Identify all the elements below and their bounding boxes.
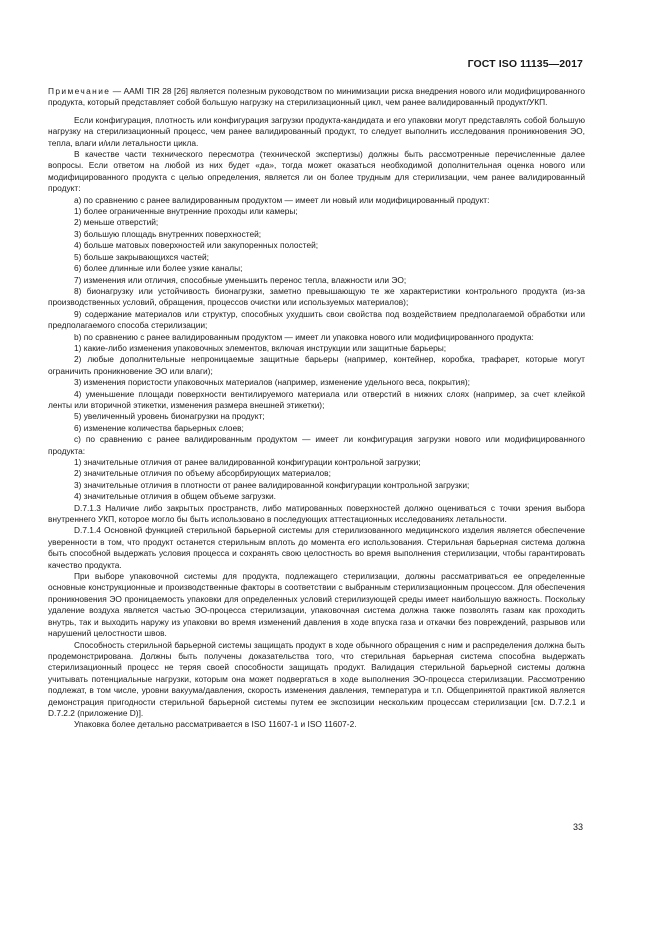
note-paragraph	[48, 86, 585, 109]
body-paragraph: В качестве части технического пересмотра (технической экспертизы) должны быть рассмотренные перечисленные далее вопросы. Если ответом на любой из них будет «да», тогда может оказаться необходимой дополнительная оценка нового или модифицированного продукта с целью определения, является ли он более трудным для стерилизации, чем ранее валидированный продукт:	[48, 149, 585, 194]
list-item: 1) более ограниченные внутренние проходы или камеры;	[74, 206, 298, 217]
list-item: a) по сравнению с ранее валидированным продуктом — имеет ли новый или модифицированный продукт:	[74, 194, 490, 205]
body-paragraph: Способность стерильной барьерной системы защищать продукт в ходе обычного обращения с ним и распределения должна быть продемонстрирована. Должны быть получены доказательства того, что стерильная барьерная система способна выдержать стерилизационный процесс не теряя своей способности защищать продукт. Валидация стерильной барьерной системы должна учитывать потенциальные нагрузки, которым она может подвергаться в ходе выполнения ЭО-процесса стерилизации. Рассмотрению подлежат, в том числе, уровни вакуума/давления, скорость изменения давления, температура и т.п. Общепринятой практикой является демонстрация пригодности стерильной барьерной системы путем ее экспозиции нескольким процессам стерилизации [см. D.7.2.1 и D.7.2.2 (приложение D)].	[48, 639, 585, 718]
list-item: c) по сравнению с ранее валидированным продуктом — имеет ли конфигурация загрузки нового или модифицированного продукта:	[48, 434, 585, 456]
list-item: 5) увеличенный уровень бионагрузки на продукт;	[74, 411, 265, 422]
list-item: 3) изменения пористости упаковочных материалов (например, изменение удельного веса, покрытия);	[74, 377, 470, 388]
list-item: 2) меньше отверстий;	[74, 217, 159, 228]
section-paragraph: D.7.1.3 Наличие либо закрытых пространств, либо матированных поверхностей должно оцениваться с точки зрения выбора внутреннего УКП, которое могло бы быть использовано в последующих аттестационных исследованиях летальности.	[48, 502, 585, 525]
list-item: 2) значительные отличия по объему абсорбирующих материалов;	[74, 468, 331, 479]
note-text: — AAMI TIR 28 [26] является полезным руководством по минимизации риска внедрения нового или модифицированного продукта, который представляет собой большую нагрузку на стерилизационный цикл, чем ранее валидированный продукт/УКП.	[48, 86, 585, 108]
list-item: 4) больше матовых поверхностей или закупоренных полостей;	[74, 240, 319, 251]
section-paragraph: D.7.1.4 Основной функцией стерильной барьерной системы для стерилизованного медицинского изделия является обеспечение уверенности в том, что продукт останется стерильным вплоть до момента его использования. Стерильная барьерная система должна быть способной выдержать условия процесса и сохранять свою целостность во время выполнения стерилизации, чтобы гарантировать качество продукта.	[48, 525, 585, 570]
list-item: 9) содержание материалов или структур, способных ухудшить свои свойства под воздействием предполагаемой обработки или предполагаемого способа стерилизации;	[48, 308, 585, 331]
list-item: 5) больше закрывающихся частей;	[74, 251, 209, 262]
list-item: 4) значительные отличия в общем объеме загрузки.	[74, 491, 276, 502]
list-item: 6) более длинные или более узкие каналы;	[74, 263, 243, 274]
list-item: 6) изменение количества барьерных слоев;	[74, 422, 244, 433]
list-item: 7) изменения или отличия, способные уменьшить перенос тепла, влажности или ЭО;	[74, 274, 407, 285]
page-number: 33	[572, 822, 583, 832]
list-item: 1) значительные отличия от ранее валидированной конфигурации контрольной загрузки;	[74, 457, 421, 467]
body-paragraph: При выборе упаковочной системы для продукта, подлежащего стерилизации, должны рассматриваться ее определенные основные конструкционные и производственные факторы в соответствии с выбранным стерилизационным процессом. Для обеспечения проникновения ЭО проницаемость упаковки для определенных условий стерилизующей среды имеет наибольшую важность. Поскольку удаление воздуха является частью ЭО-процесса стерилизации, упаковочная система должна также позволять газам как проходить внутрь, так и выходить наружу из упаковки во время изменений давления в ходе впуска газа и откачки без повреждений, разрывов или нарушений целостности швов.	[48, 571, 585, 639]
body-paragraph: Если конфигурация, плотность или конфигурация загрузки продукта-кандидата и его упаковки могут представлять собой большую нагрузку на стерилизационный процесс, чем ранее валидированный продукт, то следует выполнить исследования проникновения ЭО, тепла, влаги и/или летальности цикла.	[48, 114, 585, 148]
list-item: 3) значительные отличия в плотности от ранее валидированной конфигурации контрольной загрузки;	[74, 479, 470, 490]
list-item: 8) бионагрузку или устойчивость бионагрузки, заметно превышающую те же характеристики контрольного продукта (из-за производственных условий, обращения, процессов очистки или используемых материалов);	[48, 285, 585, 308]
note-label: Примечание	[48, 86, 111, 96]
list-item: 4) уменьшение площади поверхности вентилируемого материала или отверстий в нижних слоях (например, за счет клейкой ленты или вторичной этикетки, изменения размера внешней этикетки);	[48, 388, 585, 410]
list-item: 2) любые дополнительные непроницаемые защитные барьеры (например, контейнер, коробка, трафарет, которые могут ограничить проникновение ЭО или влаги);	[48, 354, 585, 376]
document-body	[48, 86, 585, 731]
list-item: b) по сравнению с ранее валидированным продуктом — имеет ли упаковка нового или модифицированного продукта:	[74, 331, 534, 342]
body-paragraph: Упаковка более детально рассматривается в ISO 11607-1 и ISO 11607-2.	[74, 719, 357, 730]
list-item: 3) большую площадь внутренних поверхностей;	[74, 228, 262, 239]
list-item: 1) какие-либо изменения упаковочных элементов, включая инструкции или защитные барьеры;	[74, 342, 447, 353]
document-id-header: ГОСТ ISO 11135—2017	[467, 58, 583, 70]
